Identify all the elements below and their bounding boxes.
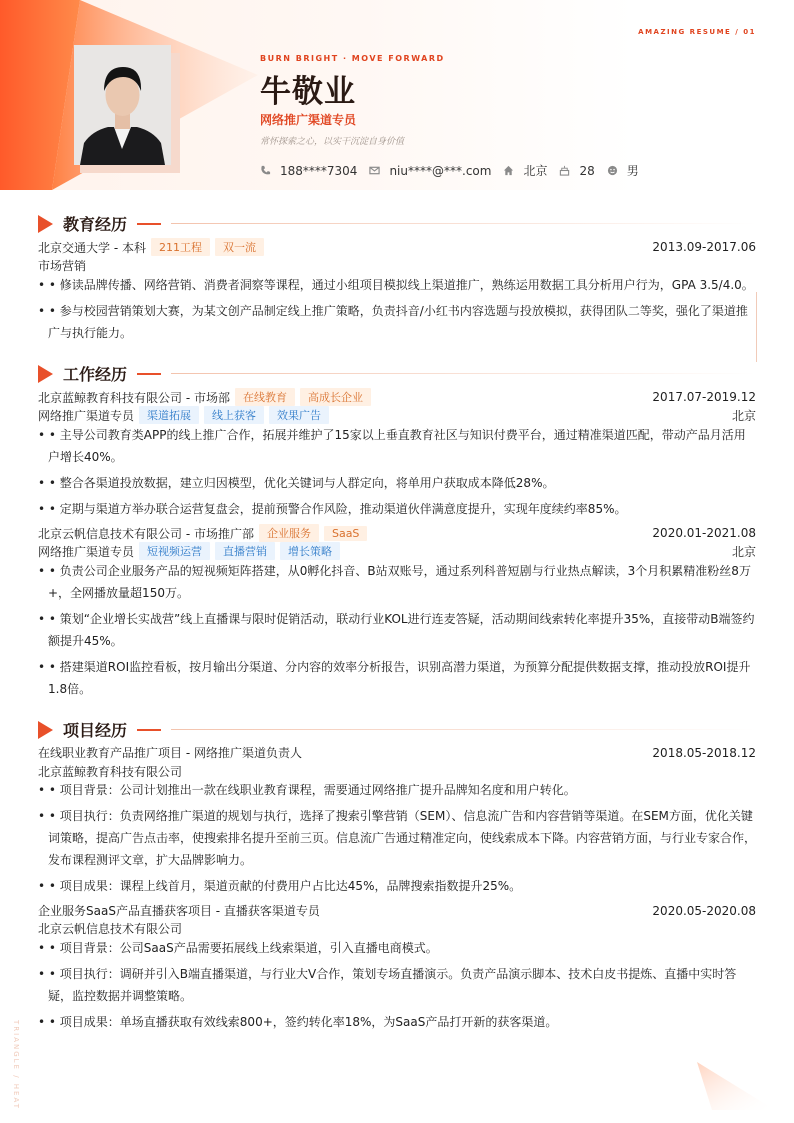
face-icon — [607, 165, 618, 176]
job-date: 2020.01-2021.08 — [652, 526, 756, 540]
bullet-text: • 整合各渠道投放数据，建立归因模型，优化关键词与人群定向，将单用户获取成本降低28%。 — [48, 476, 555, 490]
project-name: 企业服务SaaS产品直播获客项目 - 直播获客渠道专员 — [38, 904, 320, 918]
mail-icon — [369, 165, 380, 176]
project-entry — [38, 744, 756, 761]
section-triangle-icon — [38, 721, 53, 739]
project-bullet: • • 项目成果：课程上线首月，渠道贡献的付费用户占比达45%，品牌搜索指数提升25%。 — [38, 879, 522, 893]
candidate-name: 牛敬业 — [260, 74, 356, 110]
company-tag: SaaS — [324, 526, 367, 541]
side-tag: TRIANGLE / HEAT — [12, 1020, 20, 1110]
project-bullet: • • 项目执行：负责网络推广渠道的规划与执行，选择了搜索引擎营销（SEM）、信息流广告和内容营销等渠道。在SEM方面，优化关键词策略，提高广告点击率，使搜索排名提升至前三页。信息流广告通过精准定向，使线索成本下降。内容营销方面，与行业专家合作，发布课程测评文章，扩大品牌影响力。 — [38, 809, 757, 867]
contact-bar — [260, 162, 651, 179]
bullet-text: • 负责公司企业服务产品的短视频矩阵搭建，从0孵化抖音、B站双账号，通过系列科普短剧与行业热点解读，3个月积累精准粉丝8万+，全网播放量超150万。 — [48, 564, 751, 600]
work-title: 工作经历 — [63, 365, 128, 384]
position-tag: 增长策略 — [280, 542, 340, 560]
project-bullet: • • 项目背景：公司计划推出一款在线职业教育课程，需要通过网络推广提升品牌知名度和用户转化。 — [38, 783, 576, 797]
bullet-text: • 参与校园营销策划大赛，为某文创产品制定线上推广策略，负责抖音/小红书内容选题与投放模拟，获得团队二等奖，强化了渠道推广与执行能力。 — [48, 304, 748, 340]
school-name: 北京交通大学 - 本科 — [38, 240, 146, 255]
decorative-vertical-line — [756, 292, 757, 362]
company-tag: 高成长企业 — [300, 388, 371, 406]
bullet-text: • 项目成果：单场直播获取有效线索800+，签约转化率18%，为SaaS产品打开新的获客渠道。 — [48, 1015, 558, 1029]
contact-gender — [607, 162, 639, 179]
contact-age-text: 28 — [579, 163, 595, 178]
company-name: 北京蓝鲸教育科技有限公司 - 市场部 — [38, 390, 230, 405]
job-bullet: • • 负责公司企业服务产品的短视频矩阵搭建，从0孵化抖音、B站双账号，通过系列科普短剧与行业热点解读，3个月积累精准粉丝8万+，全网播放量超150万。 — [38, 564, 751, 600]
target-role: 网络推广渠道专员 — [260, 113, 357, 127]
bullet-text: • 修读品牌传播、网络营销、消费者洞察等课程，通过小组项目模拟线上渠道推广，熟练运用数据工具分析用户行为，GPA 3.5/4.0。 — [48, 278, 754, 292]
contact-phone — [260, 164, 357, 178]
position-tag: 直播营销 — [215, 542, 275, 560]
project-date: 2020.05-2020.08 — [652, 903, 756, 918]
contact-email — [369, 164, 491, 178]
job-position-row — [38, 406, 756, 424]
bullet-text: • 定期与渠道方举办联合运营复盘会，提前预警合作风险，推动渠道伙伴满意度提升，实现年度续约率85%。 — [48, 502, 627, 516]
bullet-text: • 项目成果：课程上线首月，渠道贡献的付费用户占比达45%，品牌搜索指数提升25%。 — [48, 879, 522, 893]
company-name: 北京云帆信息技术有限公司 - 市场推广部 — [38, 526, 254, 541]
project-name: 在线职业教育产品推广项目 - 网络推广渠道负责人 — [38, 746, 302, 760]
job-date: 2017.07-2019.12 — [652, 390, 756, 404]
education-section-header — [38, 212, 756, 235]
project-bullet: • • 项目执行：调研并引入B端直播渠道，与行业大V合作，策划专场直播演示。负责产品演示脚本、技术白皮书提炼、直播中实时答疑，监控数据并调整策略。 — [38, 967, 737, 1003]
projects-title: 项目经历 — [63, 721, 128, 740]
bullet-text: • 项目背景：公司SaaS产品需要拓展线上线索渠道，引入直播电商模式。 — [48, 941, 438, 955]
contact-city-text: 北京 — [523, 164, 548, 178]
job-bullet: • • 定期与渠道方举办联合运营复盘会，提前预警合作风险，推动渠道伙伴满意度提升，实现年度续约率85%。 — [38, 502, 627, 516]
project-bullet: • • 项目背景：公司SaaS产品需要拓展线上线索渠道，引入直播电商模式。 — [38, 941, 438, 955]
project-bullet: • • 项目成果：单场直播获取有效线索800+，签约转化率18%，为SaaS产品打开新的获客渠道。 — [38, 1015, 558, 1029]
home-icon — [503, 165, 514, 176]
education-bullet: • • 参与校园营销策划大赛，为某文创产品制定线上推广策略，负责抖音/小红书内容选题与投放模拟，获得团队二等奖，强化了渠道推广与执行能力。 — [38, 304, 748, 340]
company-tag: 在线教育 — [235, 388, 295, 406]
projects-section-header — [38, 718, 756, 741]
job-bullet: • • 整合各渠道投放数据，建立归因模型，优化关键词与人群定向，将单用户获取成本降低28%。 — [38, 476, 555, 490]
motto: BURN BRIGHT · MOVE FORWARD — [260, 54, 445, 63]
deco-bottom-triangle — [697, 1062, 775, 1110]
education-entry — [38, 238, 756, 256]
job-position: 网络推广渠道专员 — [38, 408, 135, 423]
company-tag: 企业服务 — [259, 524, 319, 542]
bullet-text: • 项目执行：负责网络推广渠道的规划与执行，选择了搜索引擎营销（SEM）、信息流广告和内容营销等渠道。在SEM方面，优化关键词策略，提高广告点击率，使搜索排名提升至前三页。信息流广告通过精准定向，使线索成本下降。内容营销方面，与行业专家合作，发布课程测评文章，扩大品牌影响力。 — [48, 809, 757, 867]
job-city: 北京 — [731, 408, 756, 423]
phone-icon — [260, 165, 271, 176]
job-entry — [38, 388, 756, 406]
bullet-text: • 项目执行：调研并引入B端直播渠道，与行业大V合作，策划专场直播演示。负责产品演示脚本、技术白皮书提炼、直播中实时答疑，监控数据并调整策略。 — [48, 967, 737, 1003]
job-entry — [38, 524, 756, 542]
education-title: 教育经历 — [63, 215, 128, 234]
job-bullet: • • 主导公司教育类APP的线上推广合作，拓展并维护了15家以上垂直教育社区与知识付费平台，通过精准渠道匹配，带动产品月活用户增长40%。 — [38, 428, 746, 464]
position-tag: 渠道拓展 — [139, 406, 199, 424]
bullet-text: • 主导公司教育类APP的线上推广合作，拓展并维护了15家以上垂直教育社区与知识付费平台，通过精准渠道匹配，带动产品月活用户增长40%。 — [48, 428, 746, 464]
section-line — [171, 223, 756, 224]
job-bullet: • • 策划“企业增长实战营”线上直播课与限时促销活动，联动行业KOL进行连麦答疑，活动期间线索转化率提升35%，直接带动B端签约额提升45%。 — [38, 612, 755, 648]
section-dash — [137, 223, 161, 225]
job-position: 网络推广渠道专员 — [38, 544, 135, 559]
avatar — [74, 45, 171, 165]
contact-city — [503, 162, 547, 179]
top-tag: AMAZING RESUME / 01 — [638, 28, 756, 36]
section-dash — [137, 373, 161, 375]
contact-email-text: niu****@***.com — [389, 163, 492, 178]
contact-phone-text: 188****7304 — [280, 163, 358, 178]
bullet-text: • 搭建渠道ROI监控看板，按月输出分渠道、分内容的效率分析报告，识别高潜力渠道，为预算分配提供数据支撑，推动投放ROI提升1.8倍。 — [48, 660, 751, 696]
bullet-text: • 策划“企业增长实战营”线上直播课与限时促销活动，联动行业KOL进行连麦答疑，活动期间线索转化率提升35%，直接带动B端签约额提升45%。 — [48, 612, 755, 648]
section-line — [171, 729, 756, 730]
education-tag: 双一流 — [215, 238, 264, 256]
position-tag: 线上获客 — [204, 406, 264, 424]
position-tag: 短视频运营 — [139, 542, 210, 560]
education-tag: 211工程 — [151, 238, 210, 256]
cake-icon — [559, 165, 570, 176]
job-city: 北京 — [731, 544, 756, 559]
section-line — [171, 373, 756, 374]
contact-gender-text: 男 — [626, 164, 639, 178]
contact-age — [559, 164, 594, 178]
job-position-row — [38, 542, 756, 560]
project-date: 2018.05-2018.12 — [652, 745, 756, 760]
bullet-text: • 项目背景：公司计划推出一款在线职业教育课程，需要通过网络推广提升品牌知名度和用户转化。 — [48, 783, 576, 797]
section-triangle-icon — [38, 215, 53, 233]
education-date: 2013.09-2017.06 — [652, 240, 756, 254]
work-section-header — [38, 362, 756, 385]
education-bullet: • • 修读品牌传播、网络营销、消费者洞察等课程，通过小组项目模拟线上渠道推广，熟练运用数据工具分析用户行为，GPA 3.5/4.0。 — [38, 278, 754, 292]
job-bullet: • • 搭建渠道ROI监控看板，按月输出分渠道、分内容的效率分析报告，识别高潜力渠道，为预算分配提供数据支撑，推动投放ROI提升1.8倍。 — [38, 660, 751, 696]
slogan: 常怀探索之心，以实干沉淀自身价值 — [260, 137, 405, 147]
section-dash — [137, 729, 161, 731]
project-org: 北京蓝鲸教育科技有限公司 — [38, 765, 183, 779]
project-entry — [38, 902, 756, 919]
section-triangle-icon — [38, 365, 53, 383]
position-tag: 效果广告 — [269, 406, 329, 424]
project-org: 北京云帆信息技术有限公司 — [38, 922, 183, 936]
education-major: 市场营销 — [38, 259, 87, 273]
